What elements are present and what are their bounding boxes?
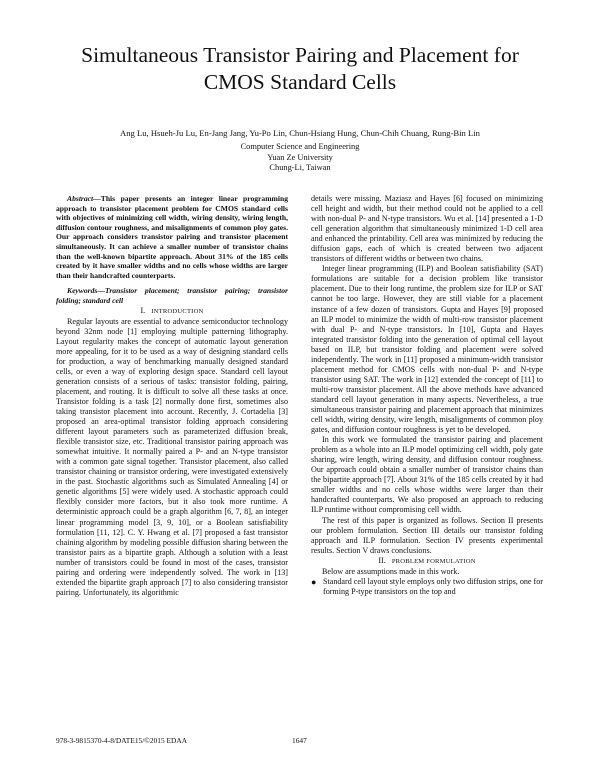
right-paragraph-1: details were missing. Maziasz and Hayes [6] focused on minimizing cell height and width, but their method could not be applied to a cell with non-dual P- and N-type transistors. Wu et al. [14] presented a 1-D cell generation algorithm that simultaneously minimized 1-D cell area and enhanced the printability. Cell area was minimized by reducing the diffusion gaps, each of which is created between two adjacent transistors of different widths or between two chains. (311, 194, 543, 264)
affiliation-dept: Computer Science and Engineering (240, 142, 360, 151)
footer-isbn: 978-3-9815370-4-8/DATE15/©2015 EDAA (56, 736, 188, 745)
intro-paragraph-1: Regular layouts are essential to advance semiconductor technology beyond 32nm node [1] employing multiple patterning lithography. Layout regularity makes the concept of automatic layout generation more appealing, for it to be used as a way of designing standard cells for production, a way of benchmarking manually designed standard cells, or even a way of exploring design space. Standard cell layout generation consists of a serious of tasks: transistor folding, pairing, placement, and routing. It is difficult to solve all these tasks at once. Transistor folding is a task [2] normally done first, sometimes also taking transistor placement into account. Recently, J. Cortadelia [3] proposed an area-optimal transistor folding approach considering different layout parameters such as parameterized diffusion break, flexible transistor size, etc. Traditional transistor pairing approach was somewhat intuitive. It normally paired a P- and an N-type transistor with a common gate signal together. Transistor placement, also called transistor chaining or transistor ordering, were investigated extensively in the past. Stochastic algorithms such as Simulated Annealing [4] or genetic algorithms [5] were widely used. A stochastic approach could flexibly consider more factors, but it also took more runtime. A deterministic approach could be a graph algorithm [6, 7, 8], an integer linear programming model [3, 9, 10], or a Boolean satisfiability formulation [11, 12]. C. Y. Hwang et al. [7] proposed a fast transistor chaining algorithm by modeling possible diffusion sharing between the transistor pairs as a bipartite graph. Although a solution with a least number of transistors could be found in most of the cases, transistor pairing and ordering were independently solved. The work in [13] extended the bipartite graph approach [7] to also considering transistor pairing. Unfortunately, its algorithmic (56, 316, 288, 597)
section-1-title: INTRODUCTION (151, 307, 204, 315)
right-paragraph-2: Integer linear programming (ILP) and Boolean satisfiability (SAT) formulations are suitable for a decision problem like transistor placement. Due to their long runtime, the problem size for ILP or SAT cannot be too large. However, they are still viable for a placement instance of a few dozen of transistors. Gupta and Hayes [9] proposed an ILP model to minimize the width of multi-row transistor placement with dual P- and N-type transistors. In [10], Gupta and Hayes integrated transistor folding into the generation of optimal cell layout based on ILP, but transistor folding and placement were solved independently. The work in [11] proposed a minimum-width transistor placement method for CMOS cells with non-dual P- and N-type transistor using SAT. The work in [12] extended the concept of [11] to multi-row transistor placement. All the above methods have advanced standard cell layout generation in many aspects. Nevertheless, a true simultaneous transistor pairing and placement approach that minimizes cell width, wiring density, wire length, misalignments of common ploy gates, and diffusion contour roughness is yet to be developed. (311, 264, 543, 435)
section-2-number: II. (378, 555, 386, 565)
assumption-bullet-1 (311, 577, 543, 597)
section-1-number: I. (140, 305, 146, 315)
abstract-label: Abstract— (67, 194, 101, 203)
right-column (311, 194, 543, 597)
bullet-icon: ● (311, 576, 317, 587)
abstract (56, 194, 288, 280)
section-2-title: PROBLEM FORMULATION (391, 557, 476, 565)
left-column (56, 194, 288, 598)
page-number: 1647 (292, 736, 307, 745)
keywords (56, 286, 288, 305)
author-list: Ang Lu, Hsueh-Ju Lu, En-Jang Jang, Yu-Po Lin, Chun-Hsiang Hung, Chun-Chih Chuang, Rung-Bin Lin (120, 128, 480, 138)
paper-title (40, 42, 560, 96)
keywords-label: Keywords— (67, 286, 105, 296)
keywords-text: Transistor placement; transistor pairing; transistor folding; standard cell (56, 286, 288, 305)
affiliation-university: Yuan Ze University (267, 152, 333, 162)
section-heading-problem-formulation (311, 556, 543, 567)
right-paragraph-5: Below are assumptions made in this work. (322, 566, 460, 576)
affiliation-city: Chung-Li, Taiwan (269, 163, 331, 173)
affiliation (40, 142, 560, 174)
abstract-text: This paper presents an integer linear programming approach to transistor placement problem for CMOS standard cells with objectives of minimizing cell width, wiring density, wiring length, diffusion contour roughness, and misalignments of common ploy gates. Our approach considers transistor pairing and transistor placement simultaneously. It can achieve a smaller number of transistor chains than the well-known bipartite approach. About 31% of the 185 cells created by it have smaller widths and no cells whose widths are larger than their handcrafted counterparts. (56, 194, 288, 280)
right-paragraph-4: The rest of this paper is organized as follows. Section II presents our problem formulation. Section III details our transistor folding approach and ILP formulation. Section IV presents experimental results. Section V draws conclusions. (311, 515, 543, 555)
title-line-2: CMOS Standard Cells (203, 70, 397, 94)
bullet-text: Standard cell layout style employs only two diffusion strips, one for forming P-type transistors on the top and (323, 576, 543, 596)
section-heading-introduction (56, 306, 288, 317)
right-paragraph-3: In this work we formulated the transistor pairing and placement problem as a whole into an ILP model optimizing cell width, poly gate sharing, wire length, wiring density, and diffusion contour roughness. Our approach could obtain a smaller number of transistor chains than the bipartite approach [7]. About 31% of the 185 cells created by it had smaller widths and no cells whose widths were larger than their handcrafted counterparts. We also proposed an approach to reducing ILP runtime without compromising cell width. (311, 435, 543, 515)
title-line-1: Simultaneous Transistor Pairing and Placement for (81, 43, 519, 67)
